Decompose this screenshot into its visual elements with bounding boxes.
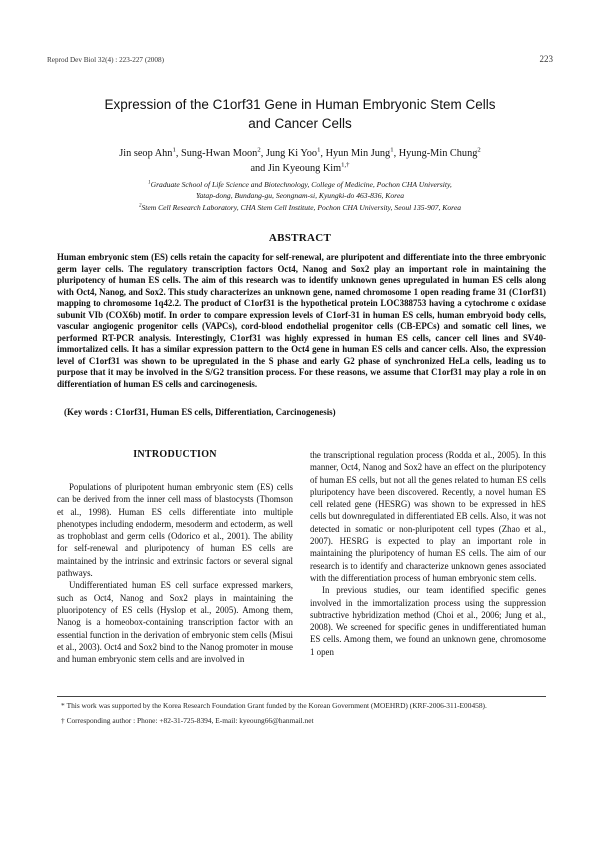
- body-paragraph: the transcriptional regulation process (Rodda et al., 2005). In this manner, Oct4, Nanog and Sox2 have an effect on the pluripotency of human ES cells, but not all the genes related to human ES cells pluripotency have been discovered. Recently, a novel human ES cell related gene (HESRG) was shown to be expressed in hES cells but downregulated in differentiated EB cells. Also, it was not detected in somatic or non-pluripotent cell types (Zhao et al., 2007). HESRG is expected to play an important role in maintaining the pluripotency of human ES cells. The aim of our research is to identify and characterize unknown genes associated with the differentiation process of human embryonic stem cells.: [310, 450, 546, 583]
- body-paragraph: Populations of pluripotent human embryonic stem (ES) cells can be derived from the inner cell mass of blastocysts (Thomson et al., 1998). Human ES cells differentiate into multiple phenotypes including endoderm, mesoderm and ectoderm, as well as trophoblast and germ cells (Odorico et al., 2001). The ability for self-renewal and pluripotency of human ES cells are maintained by the intrinsic and extrinsic factors or several signal pathways.: [57, 482, 293, 579]
- affiliation-mark: 1: [148, 180, 151, 186]
- right-column: [310, 449, 546, 658]
- title-line-2: and Cancer Cells: [248, 116, 352, 131]
- affiliation-1-line-2: Yatap-dong, Bundang-gu, Seongnam-si, Kyungki-do 463-836, Korea: [195, 191, 405, 201]
- section-heading-introduction: INTRODUCTION: [133, 449, 217, 460]
- abstract-heading: ABSTRACT: [268, 232, 332, 244]
- author-name: Sung-Hwan Moon: [180, 148, 258, 159]
- page-number: 223: [539, 54, 553, 64]
- author-conjunction: and: [250, 163, 266, 174]
- footnotes: [57, 700, 546, 726]
- author-affil-mark: 2: [257, 146, 261, 154]
- author-affil-mark: 1: [317, 146, 321, 154]
- author-list: [60, 146, 540, 176]
- author-name: Jin Kyeoung Kim: [267, 163, 342, 174]
- footnote-corresponding-text: Corresponding author : Phone: +82-31-725-8394, E-mail: kyeoung66@hanmail.net: [66, 716, 314, 725]
- footnote-funding-text: This work was supported by the Korea Research Foundation Grant funded by the Korean Government (MOEHRD) (KRF-2006-311-E00458).: [66, 701, 487, 710]
- author-affil-mark: 1,†: [341, 161, 350, 169]
- footnote-mark: *: [61, 701, 65, 710]
- footnote-rule: [57, 696, 546, 697]
- affiliation-2-line-1: Stem Cell Research Laboratory, CHA Stem Cell Institute, Pochon CHA University, Seoul 135-907, Korea: [141, 202, 461, 212]
- journal-citation: Reprod Dev Biol 32(4) : 223-227 (2008): [47, 56, 164, 64]
- title-line-1: Expression of the C1orf31 Gene in Human Embryonic Stem Cells: [104, 97, 496, 112]
- author-affil-mark: 2: [477, 146, 481, 154]
- author-affil-mark: 1: [390, 146, 394, 154]
- footnote-mark: †: [61, 716, 65, 725]
- footnote-funding: [57, 700, 546, 711]
- affiliation-2: [60, 202, 540, 213]
- left-column: [57, 449, 293, 665]
- abstract-text: Human embryonic stem (ES) cells retain the capacity for self-renewal, are pluripotent and differentiate into the three embryonic germ layer cells. The regulatory transcription factors Oct4, Nanog and Sox2 play an important role in maintaining the pluripotency of human ES cells. The aim of this research was to identify unknown genes upregulated in human ES cells along with Oct4, Nanog, and Sox2. This study characterizes an unknown gene, named chromosome 1 open reading frame 31 (C1orf31) mapping to chromosome 1q42.2. The product of C1orf31 is the hypothetical protein LOC388753 having a cytochrome c oxidase subunit VIb (COX6b) motif. In order to compare expression levels of C1orf-31 in human ES cells, human embryoid body cells, vascular angiogenic progenitor cells (VAPCs), cord-blood endothelial progenitor cells (CB-EPCs) and somatic cell lines, we performed RT-PCR analysis. Interestingly, C1orf31 was highly expressed in human ES cells, cancer cell lines and SV40-immortalized cells. It has a similar expression pattern to the Oct4 gene in human ES cells and cancer cells. Also, the expression level of C1orf31 was shown to be upregulated in the S phase and early G2 phase of synchronized HeLa cells, leading us to purpose that it may be involved in the S/G2 transition process. For these reasons, we assume that C1orf31 may play a role in on differentiation of human ES cells and carcinogenesis.: [57, 252, 546, 390]
- author-name: Hyung-Min Chung: [398, 148, 478, 159]
- paper-title: [60, 95, 540, 133]
- keywords: (Key words : C1orf31, Human ES cells, Differentiation, Carcinogenesis): [64, 407, 336, 417]
- affiliation-1: [60, 179, 540, 190]
- author-name: Jin seop Ahn: [119, 148, 173, 159]
- author-line-1: Jin seop Ahn$^1$, Sung-Hwan Moon$^2$, Jung Ki Yoo$^1$, Hyun Min Jung$^1$, Hyung-Min Chung$^2$: [119, 146, 481, 159]
- affiliation-mark: 2: [138, 203, 142, 209]
- author-line-2: [60, 161, 540, 176]
- footnote-corresponding: [57, 715, 546, 726]
- body-paragraph: Undifferentiated human ES cell surface expressed markers, such as Oct4, Nanog and Sox2 plays in maintaining the pluoripotency of ES cells (Hyslop et al., 2005). Among them, Nanog is a homeobox-containing transcription factor with an essential function in the derivation of embryonic stem cells (Misui et al., 2003). Oct4 and Sox2 bind to the Nanog promoter in mouse and human embryonic stem cells and are involved in: [57, 580, 293, 665]
- affiliation-1-line-1: Graduate School of Life Science and Biotechnology, College of Medicine, Pochon CHA University,: [150, 180, 452, 189]
- affiliations: [60, 179, 540, 213]
- author-affil-mark: 1: [172, 146, 176, 154]
- author-name: Jung Ki Yoo: [265, 148, 318, 159]
- body-paragraph: In previous studies, our team identified specific genes involved in the immortalization process using the suppression subtractive hybridization method (Choi et al., 2006; Jung et al., 2008). We screened for specific genes in undifferentiated human ES cells. Among them, we found an unknown gene, chromosome 1 open: [310, 585, 546, 657]
- author-name: Hyun Min Jung: [325, 148, 391, 159]
